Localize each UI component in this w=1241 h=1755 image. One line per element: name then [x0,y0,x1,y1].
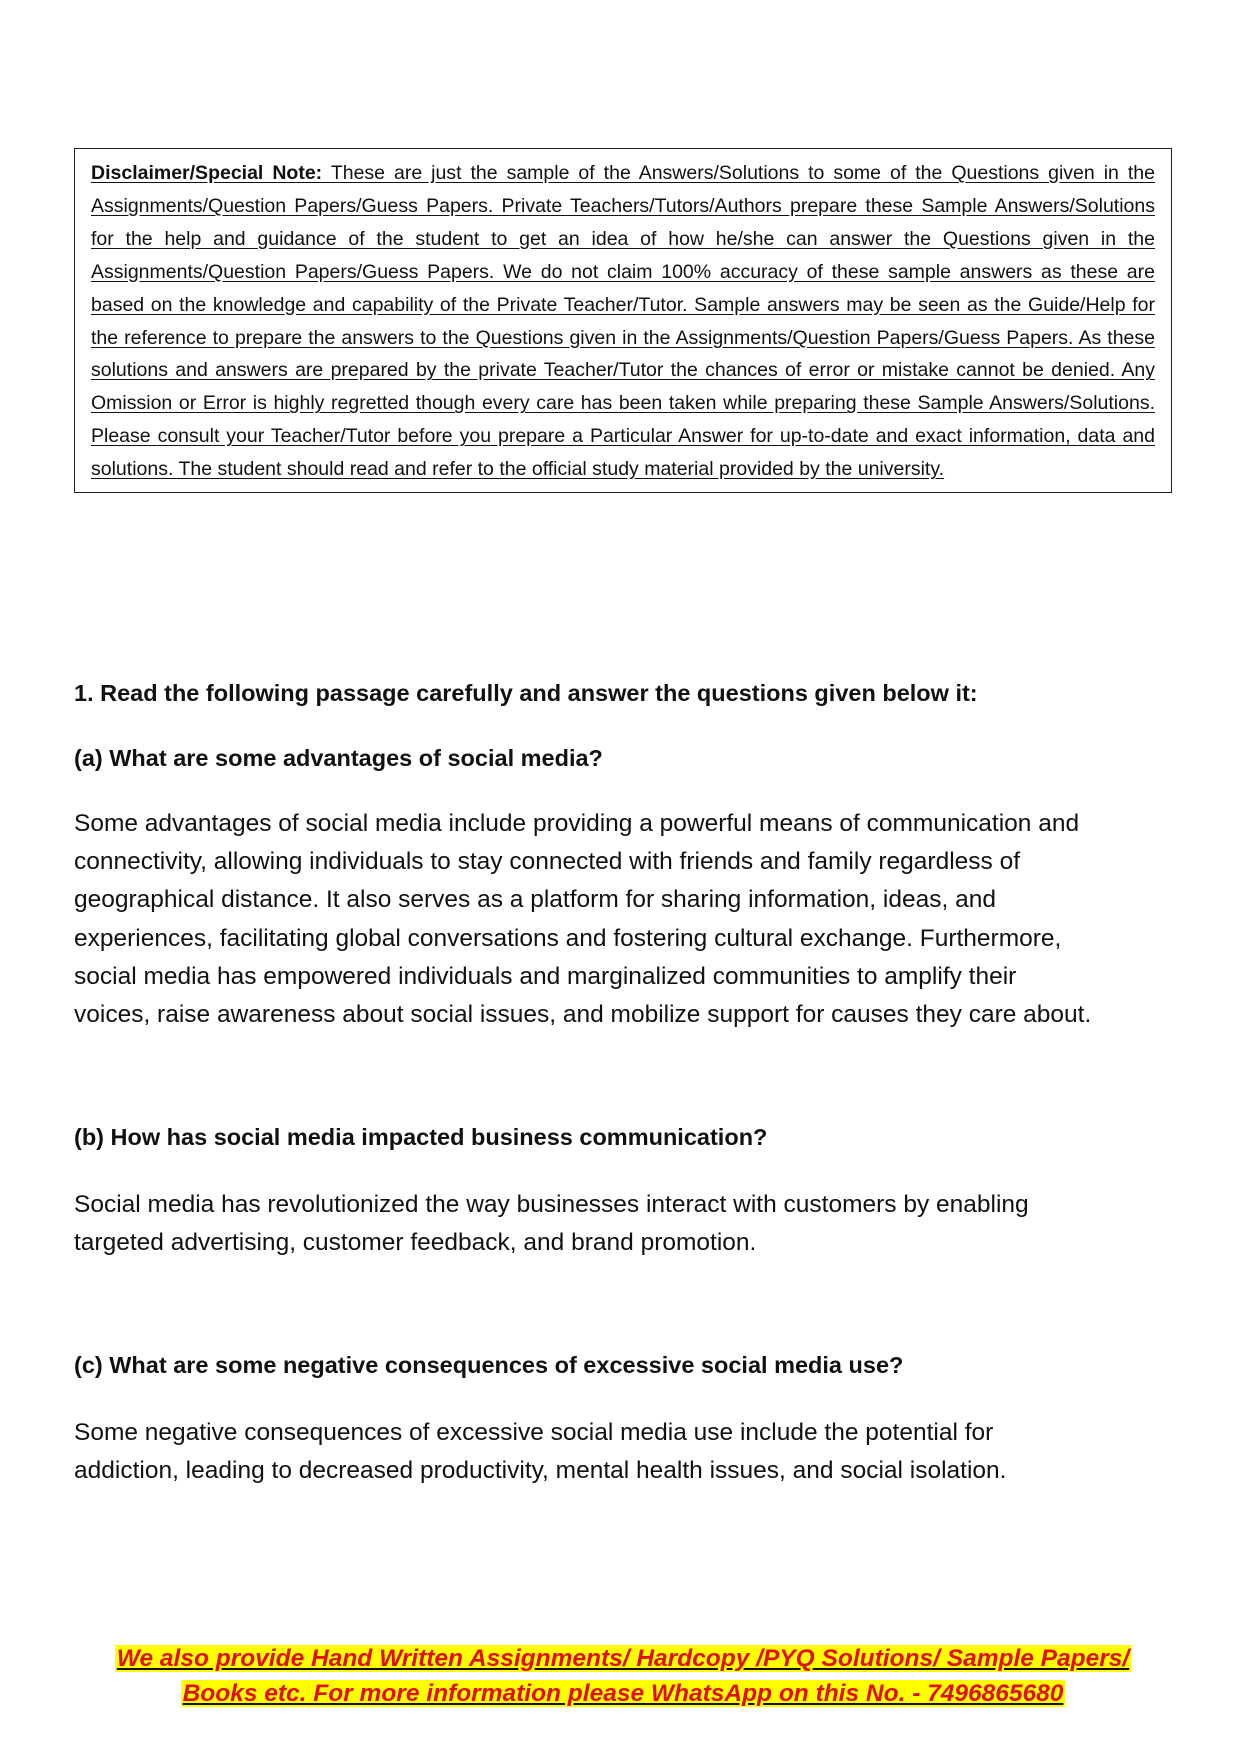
footer-line-2: Books etc. For more information please WhatsApp on this No. - 7496865680 [182,1680,1064,1707]
answer-line: Social media has revolutionized the way businesses interact with customers by enabling [74,1191,1029,1218]
disclaimer-text: These are just the sample of the Answers/Solutions to some of the Questions given in the Assignments/Question Papers/Guess Papers. Private Teachers/Tutors/Authors prepare these Sample Answers/Solutions for the help and guidance of the student to get an idea of how he/she can answer the Questions given in the Assignments/Question Papers/Guess Papers. We do not claim 100% accuracy of these sample answers as these are based on the knowledge and capability of the Private Teacher/Tutor. Sample answers may be seen as the Guide/Help for the reference to prepare the answers to the Questions given in the Assignments/Question Papers/Guess Papers. As these solutions and answers are prepared by the private Teacher/Tutor the chances of error or mistake cannot be denied. Any Omission or Error is highly regretted though every care has been taken while preparing these Sample Answers/Solutions. Please consult your Teacher/Tutor before you prepare a Particular Answer for up-to-date and exact information, data and solutions. The student should read and refer to the official study material provided by the university. [91,162,1155,481]
question-heading: 1. Read the following passage carefully and answer the questions given below it: [74,680,978,706]
answer-a [74,805,1174,1034]
answer-line: geographical distance. It also serves as a platform for sharing information, ideas, and [74,886,996,914]
disclaimer-label: Disclaimer/Special Note: [91,162,323,184]
answer-line: experiences, facilitating global conversations and fostering cultural exchange. Furthermore, [74,924,1062,952]
subquestion-c: (c) What are some negative consequences of excessive social media use? [74,1352,904,1378]
answer-b [74,1186,1174,1262]
answer-line: targeted advertising, customer feedback, and brand promotion. [74,1229,757,1257]
footer-promo [74,1641,1172,1711]
answer-line: Some negative consequences of excessive social media use include the potential for [74,1419,994,1446]
answer-c [74,1414,1174,1490]
disclaimer-box [74,148,1172,493]
footer-line-1: We also provide Hand Written Assignments/ Hardcopy /PYQ Solutions/ Sample Papers/ [116,1645,1130,1672]
answer-line: Some advantages of social media include providing a powerful means of communication and [74,810,1080,837]
subquestion-b: (b) How has social media impacted business communication? [74,1124,768,1150]
answer-line: voices, raise awareness about social issues, and mobilize support for causes they care about. [74,1001,1092,1029]
answer-line: social media has empowered individuals and marginalized communities to amplify their [74,962,1017,990]
answer-line: addiction, leading to decreased productivity, mental health issues, and social isolation. [74,1457,1007,1485]
answer-line: connectivity, allowing individuals to stay connected with friends and family regardless of [74,848,1021,876]
subquestion-a: (a) What are some advantages of social media? [74,745,603,771]
